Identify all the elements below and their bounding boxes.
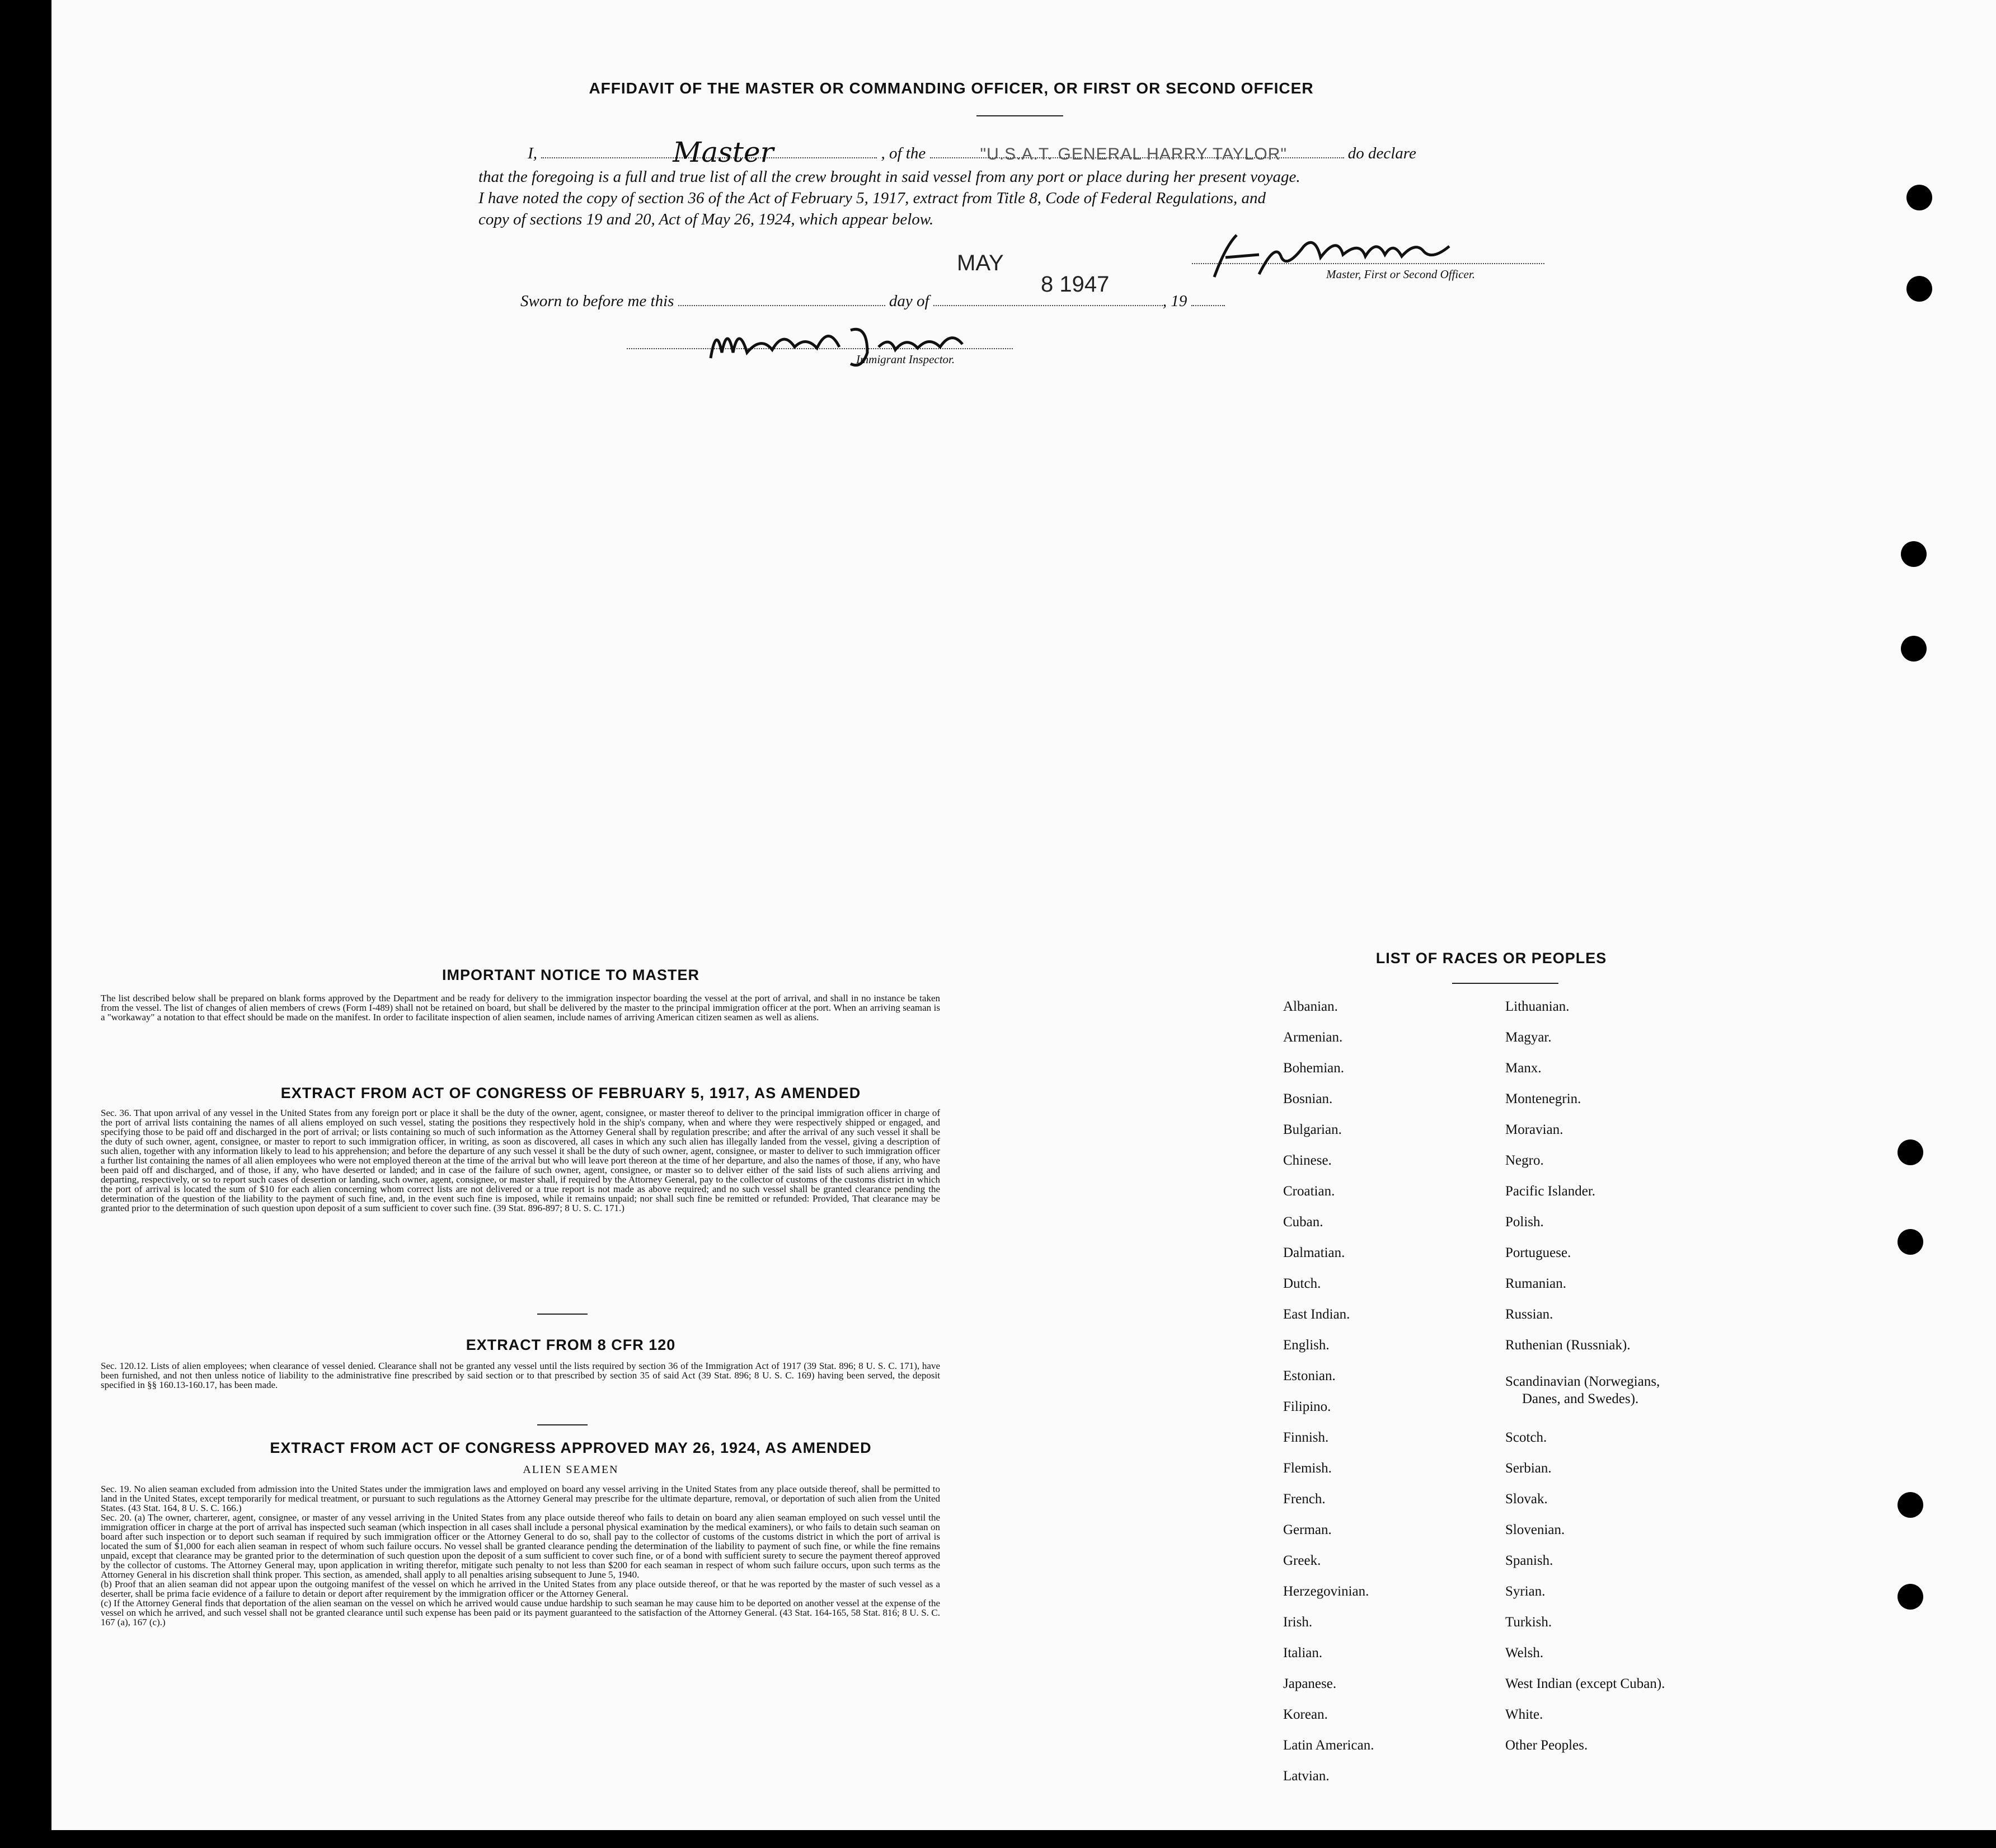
affidavit-title: AFFIDAVIT OF THE MASTER OR COMMANDING OFFICER, OR FIRST OR SECOND OFFICER — [589, 79, 1314, 97]
race-item: German. — [1283, 1522, 1332, 1537]
race-item: Slovak. — [1505, 1491, 1548, 1507]
race-item: Herzegovinian. — [1283, 1584, 1369, 1599]
stamp-date: 8 1947 — [1041, 272, 1110, 297]
race-item: Bosnian. — [1283, 1091, 1333, 1106]
extract-cfr-text: Sec. 120.12. Lists of alien employees; when clearance of vessel denied. Clearance shall not be granted any vessel until the lists required by section 36 of the Immigration Act of 1917 (39 Stat. 896; 8 U. S. C. 171), have been furnished, and not then unless notice of liability to the administrative fine prescribed by said section or to that prescribed by section 35 of said Act (39 Stat. 896; 8 U. S. C. 169) having been served, the deposit specified in §§ 160.13-160.17, has been made. — [101, 1361, 940, 1390]
race-item: Other Peoples. — [1505, 1738, 1588, 1753]
race-item: Polish. — [1505, 1214, 1544, 1230]
extract-1924-title: EXTRACT FROM ACT OF CONGRESS APPROVED MAY 26, 1924, AS AMENDED — [270, 1439, 872, 1456]
master-caption: Master, First or Second Officer. — [1326, 268, 1475, 281]
sworn-label: Sworn to before me this — [520, 292, 674, 310]
race-item: French. — [1283, 1491, 1326, 1507]
race-item: Slovenian. — [1505, 1522, 1565, 1537]
punch-hole — [1906, 185, 1932, 210]
affidavit-line3: I have noted the copy of section 36 of the Act of February 5, 1917, extract from Title 8, Code of Federal Regulations, and — [478, 189, 1266, 207]
notice-title: IMPORTANT NOTICE TO MASTER — [442, 967, 699, 983]
race-item: Korean. — [1283, 1707, 1328, 1722]
sworn-year-blank — [1191, 305, 1225, 306]
race-item: Finnish. — [1283, 1430, 1329, 1445]
race-item: Latvian. — [1283, 1769, 1330, 1784]
race-item: Ruthenian (Russniak). — [1505, 1338, 1631, 1353]
handwritten-name: Master — [673, 136, 774, 168]
race-item: Moravian. — [1505, 1122, 1563, 1137]
do-declare-label: do declare — [1347, 144, 1416, 162]
race-item: Scotch. — [1505, 1430, 1547, 1445]
race-item: Welsh. — [1505, 1645, 1544, 1661]
sworn-day-blank — [678, 305, 885, 306]
affidavit-line2: that the foregoing is a full and true list of all the crew brought in said vessel from any port or place during her present voyage. — [478, 168, 1300, 186]
punch-hole — [1898, 1229, 1923, 1255]
race-item: Scandinavian (Norwegians, — [1505, 1374, 1660, 1389]
race-item: Serbian. — [1505, 1461, 1552, 1476]
i-label: I, — [528, 144, 537, 162]
sec-20a: Sec. 20. (a) The owner, charterer, agent, consignee, or master of any vessel arriving in the United States from any place outside thereof who fails to detain on board any alien seaman employed on such vessel until the immigration officer in charge at the port of arrival has inspected such seaman (which inspection in all cases shall include a personal physical examination by the medical examiners), or who fails to detain such seaman on board after such inspection or to deport such seaman if required by such immigration officer or the Attorney General to do so, shall pay to the collector of customs of the customs district in which the port of arrival is located the sum of $1,000 for each alien seaman in respect of whom such failure occurs. No vessel shall be granted clearance pending the determination of the liability to payment of such fine, or while the fine remains unpaid, except that clearance may be granted prior to the determination of such question upon the deposit of a sum sufficient to cover such fine, or of a bond with sufficient surety to secure the payment thereof approved by the collector of customs. The Attorney General may, upon application in writing therefor, mitigate such penalty to not less than $200 for each seaman in respect of whom such failure occurs, upon such terms as the Attorney General in his discretion shall think proper. This section, as amended, shall apply to all penalties arising subsequent to June 5, 1940. — [101, 1512, 940, 1580]
race-item: Manx. — [1505, 1061, 1542, 1076]
punch-hole — [1898, 1139, 1923, 1165]
race-item: Dalmatian. — [1283, 1245, 1345, 1260]
race-item: Latin American. — [1283, 1738, 1374, 1753]
sworn-month-blank — [933, 305, 1163, 306]
race-item: Bohemian. — [1283, 1061, 1345, 1076]
punch-hole — [1901, 636, 1927, 662]
race-item: Greek. — [1283, 1553, 1321, 1568]
of-the-label: , of the — [881, 144, 926, 162]
sec-19: Sec. 19. No alien seaman excluded from admission into the United States under the immigration laws and employed on board any vessel arriving in the United States from any place outside thereof, shall be permitted to land in the United States, except temporarily for medical treatment, or pursuant to such regulations as the Attorney General may prescribe for the ultimate departure, removal, or deportation of such alien from the United States. (43 Stat. 164, 8 U. S. C. 166.) — [101, 1484, 940, 1513]
day-of-label: day of — [889, 292, 929, 310]
race-item: English. — [1283, 1338, 1330, 1353]
race-item: Irish. — [1283, 1615, 1313, 1630]
race-item: Magyar. — [1505, 1030, 1552, 1045]
race-item: White. — [1505, 1707, 1543, 1722]
race-item: Filipino. — [1283, 1399, 1331, 1414]
year-label: , 19 — [1162, 292, 1187, 310]
race-item: West Indian (except Cuban). — [1505, 1676, 1665, 1691]
race-item: Albanian. — [1283, 999, 1338, 1014]
race-item: Croatian. — [1283, 1184, 1335, 1199]
sec-20b: (b) Proof that an alien seaman did not appear upon the outgoing manifest of the vessel on which he arrived in the United States from any place outside thereof, or that he was reported by the master of such vessel as a deserter, shall be prima facie evidence of a failure to detain or deport after requirement by the immigration officer or the Attorney General. — [101, 1579, 940, 1599]
extract-cfr-title: EXTRACT FROM 8 CFR 120 — [466, 1336, 676, 1353]
race-item: Syrian. — [1505, 1584, 1546, 1599]
race-item: Rumanian. — [1505, 1276, 1567, 1291]
race-item: Italian. — [1283, 1645, 1323, 1661]
race-item: Armenian. — [1283, 1030, 1343, 1045]
race-item: Russian. — [1505, 1307, 1553, 1322]
race-item: Lithuanian. — [1505, 999, 1570, 1014]
race-item: Spanish. — [1505, 1553, 1553, 1568]
race-item: East Indian. — [1283, 1307, 1350, 1322]
notice-text: The list described below shall be prepared on blank forms approved by the Department and be ready for delivery to the immigration inspector boarding the vessel at the port of arrival, and shall in no instance be taken from the vessel. The list of changes of alien members of crews (Form I-489) shall not be retained on board, but shall be delivered by the master to the principal immigration officer at the port. When an arriving seaman is a "workaway" a notation to that effect should be made on the manifest. In order to facilitate inspection of alien seamen, include names of arriving American citizen seamen as well as aliens. — [101, 993, 940, 1023]
race-item: Japanese. — [1283, 1676, 1337, 1691]
race-item: Chinese. — [1283, 1153, 1332, 1168]
name-blank — [541, 136, 877, 168]
race-item: Negro. — [1505, 1153, 1544, 1168]
affidavit-line4: copy of sections 19 and 20, Act of May 26, 1924, which appear below. — [478, 210, 934, 228]
extract-1924-subtitle: ALIEN SEAMEN — [523, 1464, 619, 1476]
race-item: Estonian. — [1283, 1368, 1336, 1383]
race-item: Pacific Islander. — [1505, 1184, 1596, 1199]
punch-hole — [1898, 1492, 1923, 1518]
punch-hole — [1901, 541, 1927, 567]
sec-20c: (c) If the Attorney General finds that deportation of the alien seaman on the vessel on which he arrived would cause undue hardship to such seaman he may cause him to be deported on another vessel at the expense of the vessel on which he arrived, and such vessel shall not be granted clearance until such expense has been paid or its payment guaranteed to the satisfaction of the Attorney General. (43 Stat. 164-165, 58 Stat. 816; 8 U. S. C. 167 (a), 167 (c).) — [101, 1598, 940, 1627]
divider — [976, 115, 1063, 116]
race-item: Bulgarian. — [1283, 1122, 1342, 1137]
race-item: Cuban. — [1283, 1214, 1323, 1230]
sworn-line — [520, 292, 1225, 311]
race-item: Dutch. — [1283, 1276, 1321, 1291]
race-item: Flemish. — [1283, 1461, 1332, 1476]
race-item: Danes, and Swedes). — [1522, 1391, 1639, 1406]
race-item: Turkish. — [1505, 1615, 1552, 1630]
vessel-stamp: "U.S.A.T. GENERAL HARRY TAYLOR" — [980, 145, 1288, 163]
stamp-month: MAY — [957, 251, 1004, 275]
vessel-blank — [930, 145, 1344, 163]
extract-1924-body — [101, 1484, 940, 1627]
divider — [1452, 983, 1558, 984]
races-title: LIST OF RACES OR PEOPLES — [1375, 950, 1607, 967]
race-item: Portuguese. — [1505, 1245, 1571, 1260]
inspector-caption: Immigrant Inspector. — [856, 353, 955, 366]
extract-1917-text: Sec. 36. That upon arrival of any vessel in the United States from any foreign port or place it shall be the duty of the owner, agent, consignee, or master thereof to deliver to the principal immigration officer in charge of the port of arrival lists containing the names of all aliens employed on such vessel, stating the positions they respectively hold in the ship's company, when and where they were respectively shipped or engaged, and specifying those to be paid off and discharged in the port of arrival; or lists containing so much of such information as the Attorney General shall by regulation prescribe; and after the arrival of any such vessel it shall be the duty of such owner, agent, consignee, or master to report to such immigration officer, in writing, as soon as discovered, all cases in which any such alien has illegally landed from the vessel, giving a description of such alien, together with any information likely to lead to his apprehension; and before the departure of any such vessel it shall be the duty of such owner, agent, consignee, or master to deliver to such immigration officer a further list containing the names of all alien employees who were not employed thereon at the time of the arrival but who will leave port thereon at the time of her departure, and also the names of those, if any, who have been paid off and discharged, and of those, if any, who have deserted or landed; and in case of the failure of such owner, agent, consignee, or master so to deliver either of the said lists of such aliens arriving and departing, respectively, or so to report such cases of desertion or landing, such owner, agent, consignee, or master shall, if required by the Attorney General, pay to the collector of customs of the customs district in which the port of arrival is located the sum of $10 for each alien concerning whom correct lists are not delivered or a true report is not made as above required; and no such vessel shall be granted clearance pending the determination of the question of the liability to the payment of such fine, and, in the event such fine is imposed, while it remains unpaid; nor shall such fine be remitted or refunded: Provided, That clearance may be granted prior to the determination of such question upon deposit of a sum sufficient to cover such fine. (39 Stat. 896-897; 8 U. S. C. 171.) — [101, 1108, 940, 1213]
race-item: Montenegrin. — [1505, 1091, 1581, 1106]
punch-hole — [1906, 276, 1932, 302]
affidavit-line1 — [478, 136, 1553, 168]
divider — [537, 1424, 588, 1425]
divider — [537, 1314, 588, 1315]
extract-1917-title: EXTRACT FROM ACT OF CONGRESS OF FEBRUARY 5, 1917, AS AMENDED — [280, 1085, 861, 1101]
punch-hole — [1898, 1584, 1923, 1610]
